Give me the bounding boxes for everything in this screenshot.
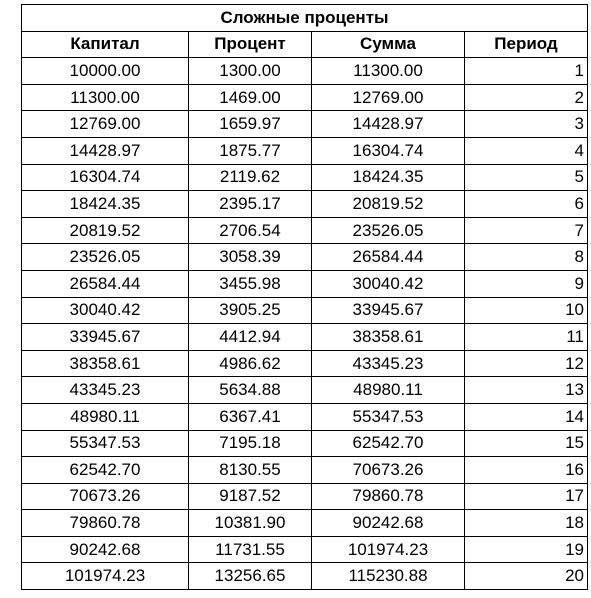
sum-cell: 26584.44 — [312, 244, 465, 271]
sum-cell: 90242.68 — [312, 510, 465, 537]
capital-cell: 20819.52 — [22, 217, 189, 244]
interest-cell: 3905.25 — [189, 297, 312, 324]
capital-cell: 16304.74 — [22, 164, 189, 191]
table-row — [22, 350, 588, 377]
interest-cell: 1469.00 — [189, 84, 312, 111]
period-cell: 11 — [465, 324, 588, 351]
period-cell: 13 — [465, 377, 588, 404]
header-period: Период — [465, 31, 588, 58]
period-cell: 14 — [465, 403, 588, 430]
interest-cell: 13256.65 — [189, 563, 312, 590]
capital-cell: 101974.23 — [22, 563, 189, 590]
interest-cell: 4412.94 — [189, 324, 312, 351]
interest-cell: 6367.41 — [189, 403, 312, 430]
table-row — [22, 217, 588, 244]
table-title: Сложные проценты — [22, 5, 588, 32]
table-row — [22, 297, 588, 324]
interest-cell: 10381.90 — [189, 510, 312, 537]
capital-cell: 48980.11 — [22, 403, 189, 430]
table-row — [22, 58, 588, 85]
interest-cell: 4986.62 — [189, 350, 312, 377]
period-cell: 8 — [465, 244, 588, 271]
table-row — [22, 483, 588, 510]
interest-cell: 7195.18 — [189, 430, 312, 457]
compound-interest-table — [21, 4, 588, 590]
capital-cell: 38358.61 — [22, 350, 189, 377]
period-cell: 17 — [465, 483, 588, 510]
period-cell: 16 — [465, 457, 588, 484]
sum-cell: 48980.11 — [312, 377, 465, 404]
period-cell: 9 — [465, 270, 588, 297]
header-interest: Процент — [189, 31, 312, 58]
table-row — [22, 403, 588, 430]
table-row — [22, 377, 588, 404]
interest-cell: 8130.55 — [189, 457, 312, 484]
table-row — [22, 111, 588, 138]
period-cell: 3 — [465, 111, 588, 138]
sum-cell: 23526.05 — [312, 217, 465, 244]
period-cell: 1 — [465, 58, 588, 85]
period-cell: 5 — [465, 164, 588, 191]
period-cell: 19 — [465, 536, 588, 563]
sum-cell: 16304.74 — [312, 137, 465, 164]
capital-cell: 55347.53 — [22, 430, 189, 457]
interest-cell: 2706.54 — [189, 217, 312, 244]
interest-cell: 2119.62 — [189, 164, 312, 191]
capital-cell: 43345.23 — [22, 377, 189, 404]
period-cell: 20 — [465, 563, 588, 590]
header-capital: Капитал — [22, 31, 189, 58]
interest-cell: 1875.77 — [189, 137, 312, 164]
title-row — [22, 5, 588, 32]
sum-cell: 38358.61 — [312, 324, 465, 351]
table-row — [22, 270, 588, 297]
interest-cell: 9187.52 — [189, 483, 312, 510]
sum-cell: 101974.23 — [312, 536, 465, 563]
capital-cell: 26584.44 — [22, 270, 189, 297]
sum-cell: 55347.53 — [312, 403, 465, 430]
interest-cell: 2395.17 — [189, 191, 312, 218]
table-row — [22, 430, 588, 457]
table-row — [22, 324, 588, 351]
sum-cell: 14428.97 — [312, 111, 465, 138]
capital-cell: 90242.68 — [22, 536, 189, 563]
sum-cell: 43345.23 — [312, 350, 465, 377]
sum-cell: 30040.42 — [312, 270, 465, 297]
sum-cell: 20819.52 — [312, 191, 465, 218]
table-row — [22, 510, 588, 537]
interest-cell: 1300.00 — [189, 58, 312, 85]
period-cell: 2 — [465, 84, 588, 111]
period-cell: 4 — [465, 137, 588, 164]
capital-cell: 70673.26 — [22, 483, 189, 510]
table-row — [22, 137, 588, 164]
period-cell: 6 — [465, 191, 588, 218]
period-cell: 10 — [465, 297, 588, 324]
table-row — [22, 164, 588, 191]
sum-cell: 12769.00 — [312, 84, 465, 111]
table-row — [22, 84, 588, 111]
table-row — [22, 536, 588, 563]
header-row — [22, 31, 588, 58]
capital-cell: 62542.70 — [22, 457, 189, 484]
period-cell: 15 — [465, 430, 588, 457]
sum-cell: 11300.00 — [312, 58, 465, 85]
sum-cell: 70673.26 — [312, 457, 465, 484]
capital-cell: 79860.78 — [22, 510, 189, 537]
sum-cell: 115230.88 — [312, 563, 465, 590]
sum-cell: 33945.67 — [312, 297, 465, 324]
period-cell: 18 — [465, 510, 588, 537]
table-row — [22, 191, 588, 218]
period-cell: 7 — [465, 217, 588, 244]
table-row — [22, 563, 588, 590]
sum-cell: 18424.35 — [312, 164, 465, 191]
table-row — [22, 244, 588, 271]
interest-cell: 5634.88 — [189, 377, 312, 404]
capital-cell: 10000.00 — [22, 58, 189, 85]
interest-cell: 3455.98 — [189, 270, 312, 297]
interest-cell: 3058.39 — [189, 244, 312, 271]
capital-cell: 14428.97 — [22, 137, 189, 164]
interest-cell: 1659.97 — [189, 111, 312, 138]
period-cell: 12 — [465, 350, 588, 377]
header-sum: Сумма — [312, 31, 465, 58]
capital-cell: 11300.00 — [22, 84, 189, 111]
capital-cell: 33945.67 — [22, 324, 189, 351]
table-body — [22, 58, 588, 590]
interest-cell: 11731.55 — [189, 536, 312, 563]
capital-cell: 30040.42 — [22, 297, 189, 324]
sum-cell: 79860.78 — [312, 483, 465, 510]
capital-cell: 12769.00 — [22, 111, 189, 138]
capital-cell: 18424.35 — [22, 191, 189, 218]
sum-cell: 62542.70 — [312, 430, 465, 457]
table-row — [22, 457, 588, 484]
capital-cell: 23526.05 — [22, 244, 189, 271]
